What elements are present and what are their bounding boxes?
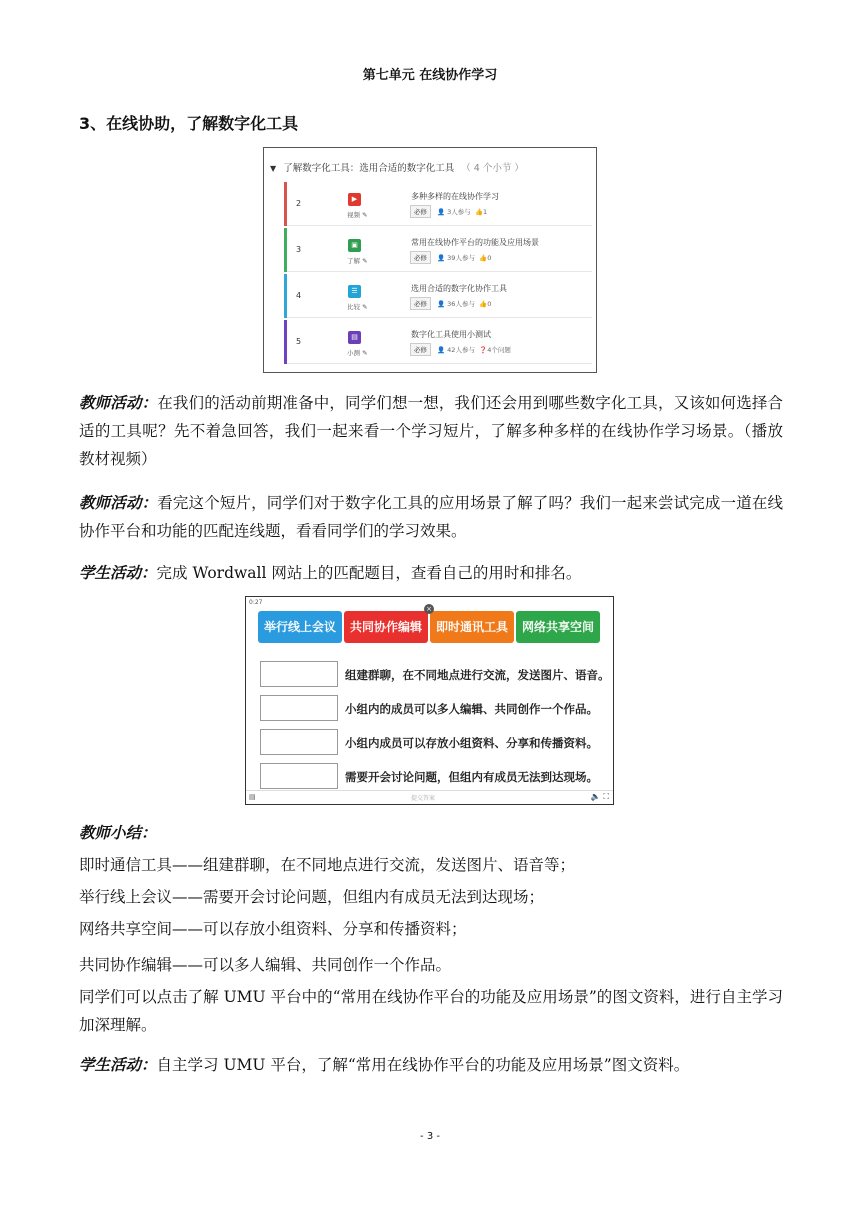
match-description: 需要开会讨论问题，但组内有成员无法到达现场。 (345, 770, 598, 784)
row-number: 2 (296, 199, 302, 208)
participants: 3人参与 (447, 208, 471, 216)
page-number: - 3 - (420, 1131, 440, 1142)
person-icon: 👤 (437, 254, 446, 262)
course-row[interactable] (284, 228, 592, 272)
paragraph-text: 同学们可以点击了解 UMU 平台中的“常用在线协作平台的功能及应用场景”的图文资料，进行自主学习加深理解。 (79, 988, 783, 1034)
match-description: 组建群聊，在不同地点进行交流，发送图片、语音。 (345, 668, 610, 682)
course-title: 了解数字化工具：选用合适的数字化工具 (283, 163, 455, 174)
activity-text: 看完这个短片，同学们对于数字化工具的应用场景了解了吗？我们一起来尝试完成一道在线协作平台和功能的匹配连线题，看看同学们的学习效果。 (79, 494, 783, 540)
row-color-bar (284, 182, 287, 226)
like-icon: 👍 (474, 208, 484, 216)
row-color-bar (284, 274, 287, 318)
summary-line: 举行线上会议——需要开会讨论问题，但组内有成员无法到达现场； (79, 888, 545, 906)
like-icon: 👍 (479, 254, 488, 262)
lesson-type-icon: ▶ (348, 193, 361, 206)
lesson-meta (410, 297, 491, 310)
row-color-bar (284, 228, 287, 272)
lesson-meta (410, 251, 491, 264)
lesson-type: 比较 ✎ (347, 303, 368, 311)
collapse-triangle-icon[interactable]: ▼ (270, 164, 277, 173)
drop-target-box[interactable] (260, 763, 338, 789)
lesson-type: 小测 ✎ (347, 349, 368, 357)
participants: 42人参与 (447, 346, 475, 354)
like-icon: 👍 (479, 300, 488, 308)
lesson-meta (410, 205, 487, 218)
extra-count: 0 (487, 300, 492, 308)
teacher-activity-2 (79, 489, 783, 545)
participants: 39人参与 (447, 254, 475, 262)
match-description: 小组内的成员可以多人编辑、共同创作一个作品。 (345, 702, 598, 716)
course-screenshot (263, 147, 597, 373)
lesson-type-icon: ▤ (348, 331, 361, 344)
section-title: 3、在线协助，了解数字化工具 (79, 114, 299, 133)
course-row[interactable] (284, 320, 592, 364)
course-header[interactable] (270, 160, 524, 174)
required-badge: 必修 (410, 251, 431, 264)
lesson-type-icon: ☰ (348, 285, 361, 298)
required-badge: 必修 (410, 205, 431, 218)
lesson-title[interactable]: 选用合适的数字化协作工具 (411, 284, 507, 293)
row-number: 3 (296, 245, 302, 254)
course-row[interactable] (284, 274, 592, 318)
answer-tile[interactable]: 举行线上会议 (258, 611, 342, 643)
wordwall-screenshot (245, 596, 614, 805)
row-number: 4 (296, 291, 302, 300)
participants: 36人参与 (447, 300, 475, 308)
drop-target-box[interactable] (260, 695, 338, 721)
course-row[interactable] (284, 182, 592, 226)
lesson-title[interactable]: 数字化工具使用小测试 (411, 330, 491, 339)
teacher-summary-label (79, 819, 783, 847)
sound-fullscreen-icons[interactable]: 🔈 ⛶ (590, 792, 609, 801)
summary-label: 教师小结： (79, 823, 157, 842)
timer: 0:27 (249, 599, 263, 606)
required-badge: 必修 (410, 343, 431, 356)
answer-tile[interactable]: 即时通讯工具 (430, 611, 514, 643)
drop-target-box[interactable] (260, 661, 338, 687)
person-icon: 👤 (437, 346, 446, 354)
extra-count: 0 (487, 254, 492, 262)
lesson-type-icon: ▣ (348, 239, 361, 252)
page-header: 第七单元 在线协作学习 (362, 68, 498, 83)
student-activity-2 (79, 1051, 783, 1079)
student-activity-1 (79, 559, 783, 587)
teacher-activity-1 (79, 389, 783, 473)
activity-label: 教师活动： (79, 493, 158, 512)
row-number: 5 (296, 337, 302, 346)
summary-line: 网络共享空间——可以存放小组资料、分享和传播资料； (79, 920, 467, 938)
wordwall-footer (246, 790, 613, 804)
summary-line: 即时通信工具——组建群聊，在不同地点进行交流，发送图片、语音等； (79, 856, 576, 874)
row-color-bar (284, 320, 287, 364)
extra-count: 1 (483, 208, 488, 216)
activity-text: 完成 Wordwall 网站上的匹配题目，查看自己的用时和排名。 (156, 564, 582, 582)
lesson-title[interactable]: 多种多样的在线协作学习 (411, 192, 499, 201)
course-section-count: （ 4 个小节 ） (461, 163, 524, 174)
lesson-type: 了解 ✎ (347, 257, 368, 265)
lesson-type: 视频 ✎ (347, 211, 368, 219)
activity-text: 自主学习 UMU 平台，了解“常用在线协作平台的功能及应用场景”图文资料。 (156, 1056, 690, 1074)
required-badge: 必修 (410, 297, 431, 310)
activity-text: 在我们的活动前期准备中，同学们想一想，我们还会用到哪些数字化工具，又该如何选择合适的工具呢？先不着急回答，我们一起来看一个学习短片，了解多种多样的在线协作学习场景。（播放教材视频） (79, 394, 783, 468)
drop-target-box[interactable] (260, 729, 338, 755)
activity-label: 教师活动： (79, 393, 158, 412)
match-description: 小组内成员可以存放小组资料、分享和传播资料。 (345, 736, 598, 750)
answer-tile[interactable]: 共同协作编辑 (344, 611, 428, 643)
person-icon: 👤 (437, 208, 446, 216)
lesson-meta (410, 343, 511, 356)
extra-count: 4个问题 (487, 346, 511, 354)
activity-label: 学生活动： (79, 1055, 157, 1074)
submit-button[interactable]: 提交答案 (411, 795, 436, 802)
person-icon: 👤 (437, 300, 446, 308)
summary-line: 共同协作编辑——可以多人编辑、共同创作一个作品。 (79, 956, 452, 974)
answer-tile[interactable]: 网络共享空间 (516, 611, 600, 643)
menu-icon[interactable]: ▤ (249, 793, 256, 801)
like-icon: ❓ (479, 346, 488, 354)
close-icon[interactable]: × (424, 604, 434, 614)
activity-label: 学生活动： (79, 563, 157, 582)
self-study-paragraph (79, 983, 783, 1039)
lesson-title[interactable]: 常用在线协作平台的功能及应用场景 (411, 238, 539, 247)
